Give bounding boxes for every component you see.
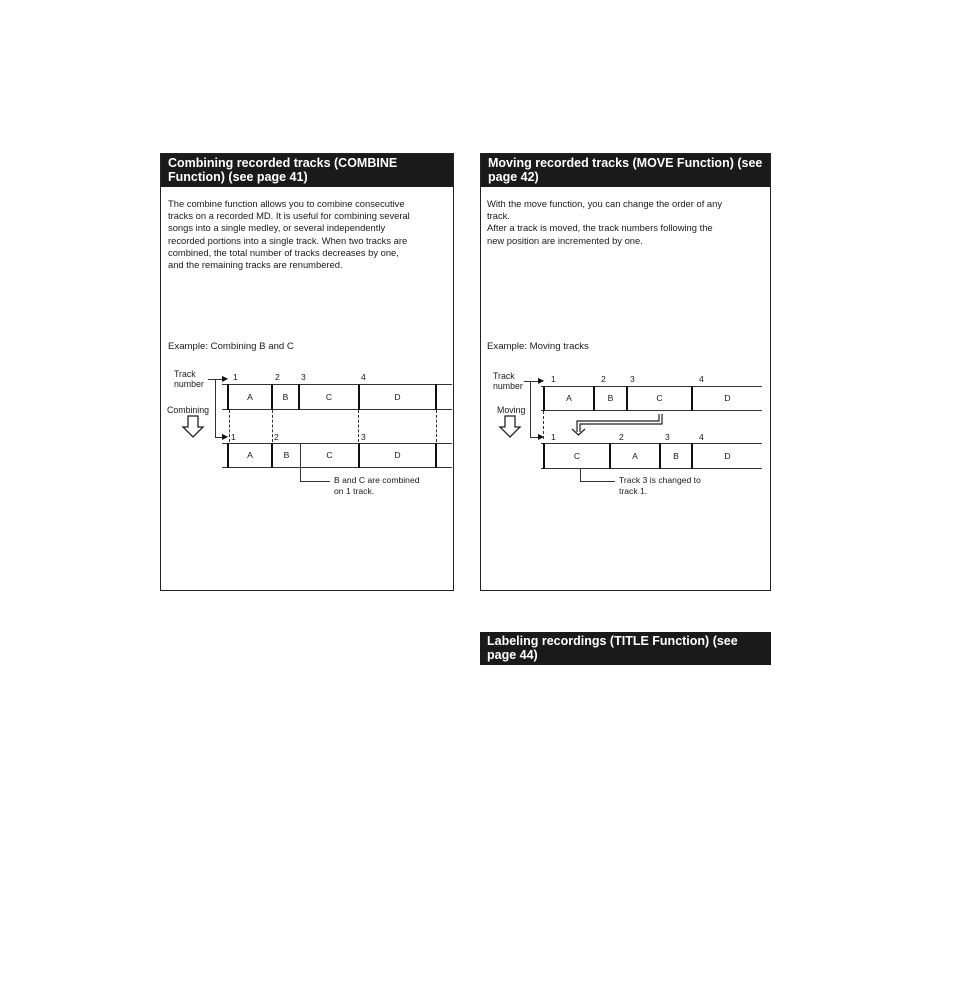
move-before-segment: A bbox=[566, 393, 572, 403]
move-heading: Moving recorded tracks (MOVE Function) (see page 42) bbox=[481, 154, 770, 187]
combine-before-segment: D bbox=[394, 392, 401, 402]
combine-action-label: Combining bbox=[167, 405, 210, 415]
combine-track-number-label: Track number bbox=[174, 369, 204, 389]
down-arrow-icon bbox=[498, 415, 522, 439]
combine-note: B and C are combined on 1 track. bbox=[334, 475, 420, 496]
combine-after-segment: A bbox=[247, 450, 253, 460]
move-after-segment: A bbox=[632, 451, 638, 461]
move-description: With the move function, you can change the order of any track. After a track is moved, the track numbers following the new position are incremented by one. bbox=[487, 198, 723, 246]
move-before-number: 4 bbox=[699, 374, 704, 384]
combine-after-number: 3 bbox=[361, 432, 366, 442]
combine-example-label: Example: Combining B and C bbox=[168, 341, 294, 352]
combine-before-number: 2 bbox=[275, 372, 280, 382]
combine-before-number: 4 bbox=[361, 372, 366, 382]
combine-after-number: 2 bbox=[274, 432, 279, 442]
combine-heading: Combining recorded tracks (COMBINE Function) (see page 41) bbox=[161, 154, 453, 187]
move-example-label: Example: Moving tracks bbox=[487, 341, 589, 352]
move-after-segment: C bbox=[573, 451, 581, 461]
move-before-number: 2 bbox=[601, 374, 606, 384]
move-after-number: 1 bbox=[551, 432, 556, 442]
combine-before-segment: B bbox=[282, 392, 289, 402]
move-bracket-arrow-icon: ▶ bbox=[538, 376, 545, 385]
move-track-number-label: Track number bbox=[493, 371, 523, 391]
move-before-number: 3 bbox=[630, 374, 635, 384]
move-after-number: 2 bbox=[619, 432, 624, 442]
move-after-segment: B bbox=[673, 451, 679, 461]
combine-before-segment: C bbox=[325, 392, 333, 402]
combine-bracket-arrow-icon: ▶ bbox=[222, 374, 229, 383]
move-before-segment: D bbox=[724, 393, 731, 403]
combine-before-segment: A bbox=[247, 392, 253, 402]
combine-description: The combine function allows you to combine consecutive tracks on a recorded MD. It is useful for combining several songs into a single medley, or several independently recorded portions into a single track. When two tracks are combined, the total number of tracks decreases by one, and the remaining tracks are renumbered. bbox=[168, 198, 410, 271]
combine-before-number: 3 bbox=[301, 372, 306, 382]
down-arrow-icon bbox=[181, 415, 205, 439]
combine-after-segment: B bbox=[283, 450, 290, 460]
move-action-label: Moving bbox=[497, 405, 526, 415]
move-after-number: 3 bbox=[665, 432, 670, 442]
combine-before-number: 1 bbox=[233, 372, 238, 382]
title-function-heading: Labeling recordings (TITLE Function) (see page 44) bbox=[480, 632, 771, 665]
combine-after-segment: D bbox=[394, 450, 401, 460]
move-after-number: 4 bbox=[699, 432, 704, 442]
move-after-segment: D bbox=[724, 451, 731, 461]
move-arrow-icon bbox=[566, 412, 666, 436]
move-before-segment: B bbox=[607, 393, 614, 403]
move-bracket-arrow-icon-2: ▶ bbox=[538, 432, 545, 441]
combine-bracket-arrow-icon-2: ▶ bbox=[222, 432, 229, 441]
move-before-number: 1 bbox=[551, 374, 556, 384]
move-before-segment: C bbox=[656, 393, 663, 403]
move-note: Track 3 is changed to track 1. bbox=[619, 475, 701, 496]
combine-after-segment: C bbox=[326, 450, 333, 460]
combine-after-number: 1 bbox=[231, 432, 236, 442]
